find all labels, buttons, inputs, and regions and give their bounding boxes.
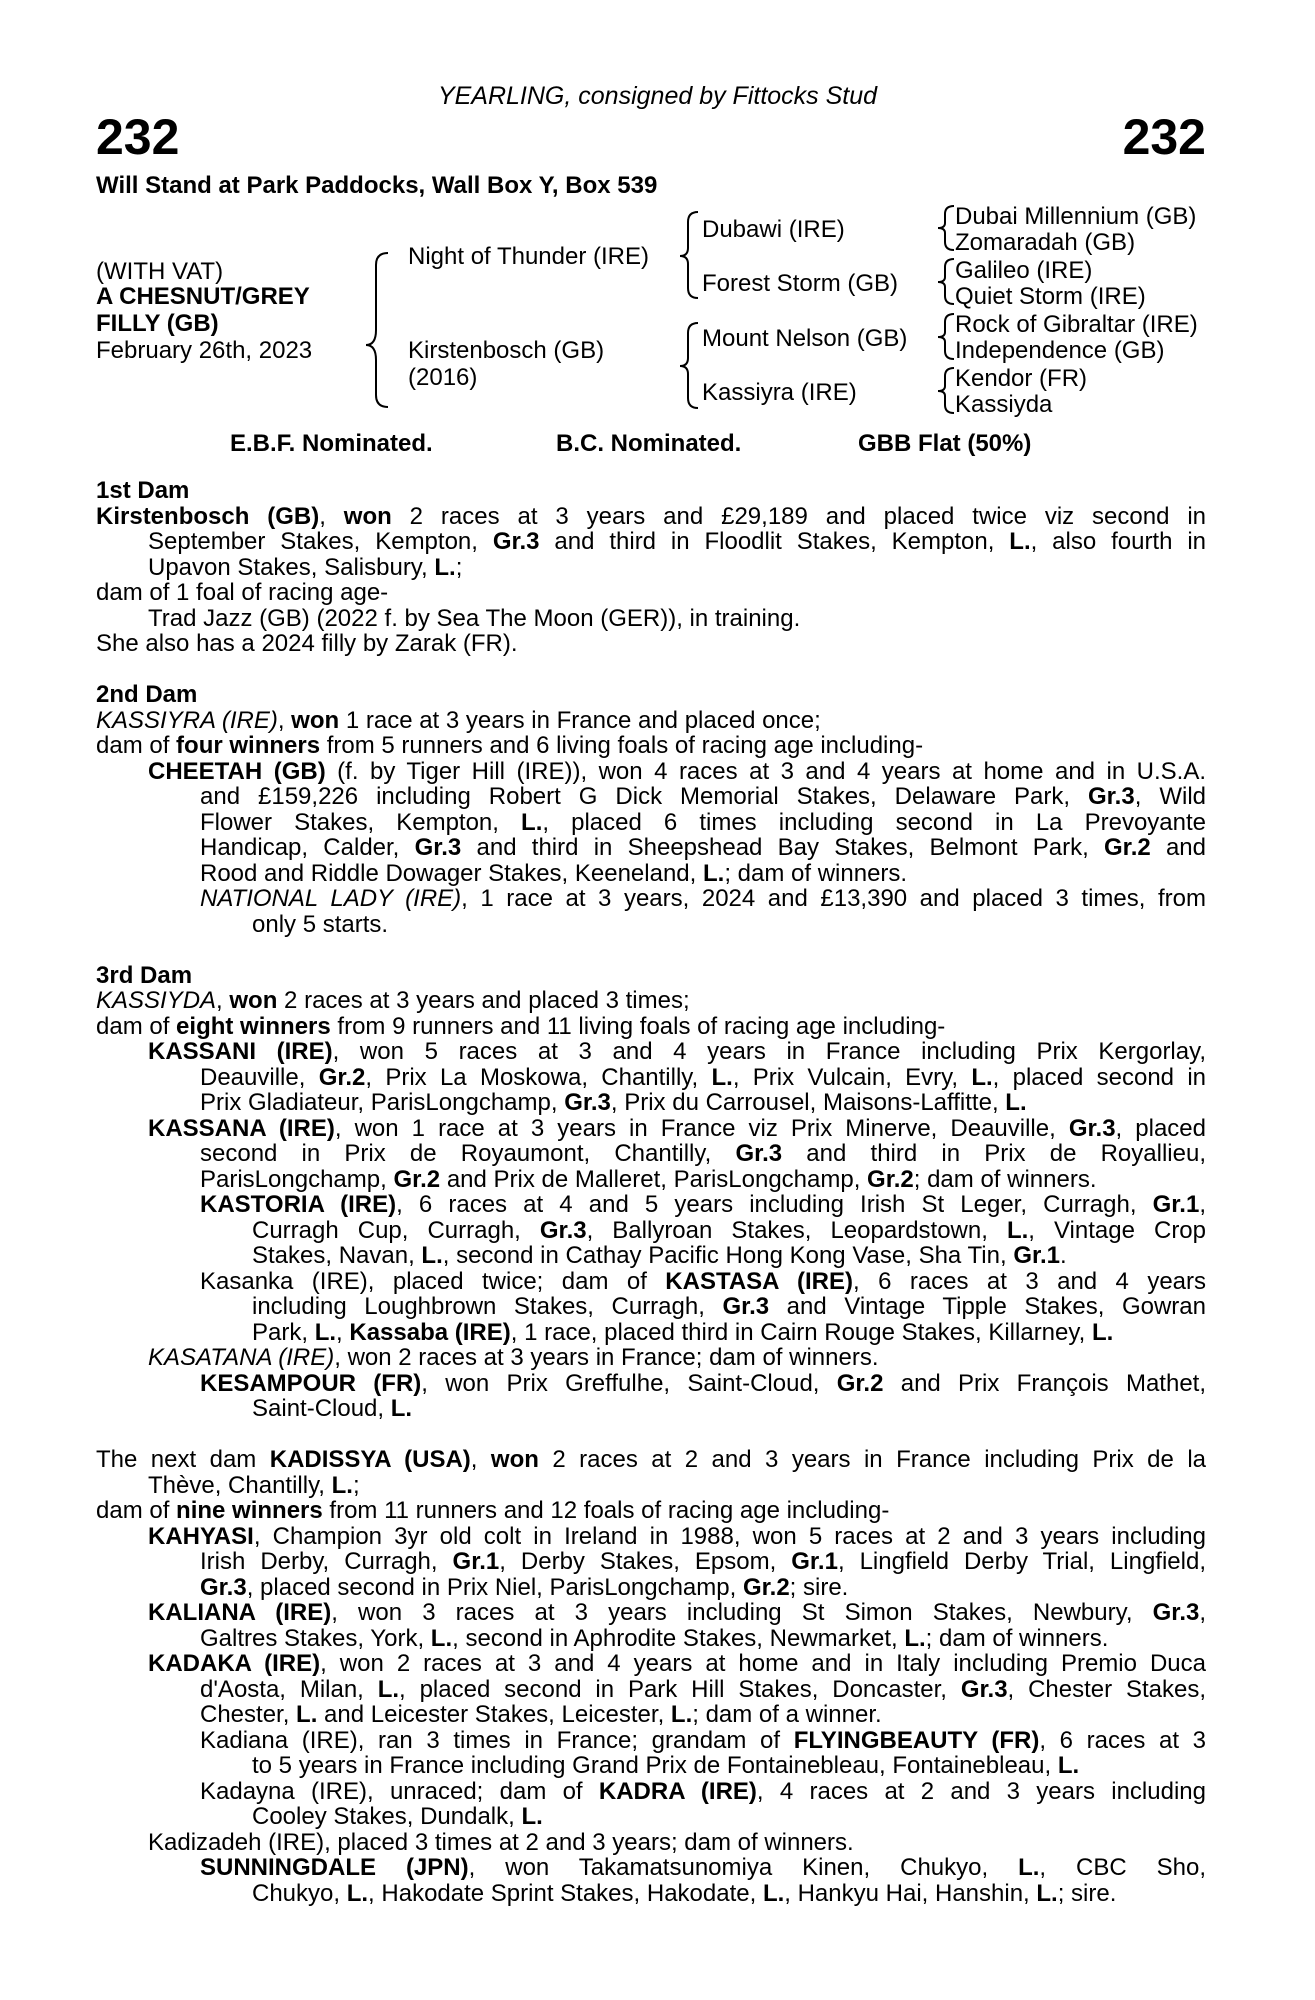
cheetah-line-1: CHEETAH (GB) (f. by Tiger Hill (IRE)), won 4 races at 3 and 4 years at home and in U.S.A.	[148, 757, 1207, 785]
kadizadeh-line: Kadizadeh (IRE), placed 3 times at 2 and 3 years; dam of winners.	[148, 1828, 854, 1856]
foaling-date: February 26th, 2023	[96, 337, 313, 364]
sire-sire: Dubawi (IRE)	[702, 216, 845, 243]
kahyasi-line-3: Gr.3, placed second in Prix Niel, ParisLongchamp, Gr.2; sire.	[200, 1573, 849, 1601]
kasatana-line: KASATANA (IRE), won 2 races at 3 years in France; dam of winners.	[148, 1344, 879, 1371]
dam-sire: Mount Nelson (GB)	[702, 325, 908, 352]
kassana-line-1: KASSANA (IRE), won 1 race at 3 years in France viz Prix Minerve, Deauville, Gr.3, placed	[148, 1114, 1206, 1142]
gp-brace-3	[938, 314, 954, 359]
catalogue-body	[96, 478, 1206, 1906]
second-dam-line-2: dam of four winners from 5 runners and 6 living foals of racing age including-	[96, 732, 924, 759]
kassani-line-3: Prix Gladiateur, ParisLongchamp, Gr.3, Prix du Carrousel, Maisons-Laffitte, L.	[200, 1089, 1027, 1116]
gg-8: Kassiyda	[955, 391, 1053, 418]
first-dam-line-3: Upavon Stakes, Salisbury, L.;	[148, 553, 463, 581]
gp-brace-4	[938, 368, 954, 413]
national-lady-line-2: only 5 starts.	[252, 910, 389, 938]
kadiana-line-2: to 5 years in France including Grand Prix de Fontainebleau, Fontainebleau, L.	[252, 1752, 1080, 1779]
kadiana-line-1: Kadiana (IRE), ran 3 times in France; grandam of FLYINGBEAUTY (FR), 6 races at 3	[200, 1726, 1206, 1754]
kassani-line-2: Deauville, Gr.2, Prix La Moskowa, Chantilly, L., Prix Vulcain, Evry, L., placed second in	[200, 1063, 1206, 1091]
gg-6: Independence (GB)	[955, 337, 1165, 364]
second-dam-line-1: KASSIYRA (IRE), won 1 race at 3 years in France and placed once;	[96, 706, 821, 734]
kastoria-line-1: KASTORIA (IRE), 6 races at 4 and 5 years including Irish St Leger, Curragh, Gr.1,	[200, 1191, 1206, 1218]
kesampour-line-1: KESAMPOUR (FR), won Prix Greffulhe, Saint-Cloud, Gr.2 and Prix François Mathet,	[200, 1369, 1207, 1397]
bc-nomination: B.C. Nominated.	[556, 430, 742, 457]
kassana-line-3: ParisLongchamp, Gr.2 and Prix de Malleret, ParisLongchamp, Gr.2; dam of winners.	[200, 1165, 1097, 1193]
consignment-line: YEARLING, consigned by Fittocks Stud	[437, 82, 878, 110]
kadayna-line-2: Cooley Stakes, Dundalk, L.	[252, 1803, 543, 1830]
next-dam-line-2: Thève, Chantilly, L.;	[148, 1471, 360, 1499]
first-dam-foal: Trad Jazz (GB) (2022 f. by Sea The Moon (GER)), in training.	[148, 604, 801, 632]
first-dam-line-6: She also has a 2024 filly by Zarak (FR).	[96, 630, 518, 657]
sire-brace	[680, 212, 698, 298]
kastoria-line-2: Curragh Cup, Curragh, Gr.3, Ballyroan Stakes, Leopardstown, L., Vintage Crop	[252, 1216, 1207, 1244]
gg-3: Galileo (IRE)	[955, 257, 1093, 284]
gbb-flat: GBB Flat (50%)	[858, 430, 1032, 457]
sunningdale-line-1: SUNNINGDALE (JPN), won Takamatsunomiya Kinen, Chukyo, L., CBC Sho,	[200, 1854, 1207, 1881]
second-dam-heading: 2nd Dam	[96, 681, 198, 708]
cheetah-line-2: and £159,226 including Robert G Dick Memorial Stakes, Delaware Park, Gr.3, Wild	[200, 783, 1206, 810]
kasanka-line-3: Park, L., Kassaba (IRE), 1 race, placed third in Cairn Rouge Stakes, Killarney, L.	[252, 1318, 1114, 1346]
next-dam-line-3: dam of nine winners from 11 runners and 12 foals of racing age including-	[96, 1497, 890, 1524]
cheetah-line-4: Handicap, Calder, Gr.3 and third in Sheepshead Bay Stakes, Belmont Park, Gr.2 and	[200, 834, 1206, 861]
third-dam-line-1: KASSIYDA, won 2 races at 3 years and placed 3 times;	[96, 987, 690, 1014]
gp-brace-1	[938, 206, 954, 250]
gg-1: Dubai Millennium (GB)	[955, 203, 1197, 230]
first-dam-line-4: dam of 1 foal of racing age-	[96, 579, 389, 606]
dam-name: Kirstenbosch (GB)	[408, 337, 605, 364]
kaliana-line-2: Galtres Stakes, York, L., second in Aphrodite Stakes, Newmarket, L.; dam of winners.	[200, 1624, 1109, 1652]
stand-location: Will Stand at Park Paddocks, Wall Box Y, Box 539	[96, 172, 658, 199]
kadayna-line-1: Kadayna (IRE), unraced; dam of KADRA (IRE), 4 races at 2 and 3 years including	[200, 1777, 1206, 1805]
sire-name: Night of Thunder (IRE)	[408, 243, 649, 270]
lot-description-2: FILLY (GB)	[96, 310, 219, 337]
dam-brace	[680, 323, 698, 408]
kasanka-line-2: including Loughbrown Stakes, Curragh, Gr.3 and Vintage Tipple Stakes, Gowran	[252, 1293, 1206, 1320]
third-dam-line-2: dam of eight winners from 9 runners and 11 living foals of racing age including-	[96, 1012, 946, 1040]
gg-2: Zomaradah (GB)	[955, 229, 1136, 256]
vat-note: (WITH VAT)	[96, 258, 224, 285]
sire-dam: Forest Storm (GB)	[702, 270, 899, 297]
dam-year: (2016)	[408, 364, 478, 391]
kadaka-line-1: KADAKA (IRE), won 2 races at 3 and 4 years at home and in Italy including Premio Duca	[148, 1650, 1206, 1677]
third-dam-heading: 3rd Dam	[96, 961, 193, 989]
sunningdale-line-2: Chukyo, L., Hakodate Sprint Stakes, Hakodate, L., Hankyu Hai, Hanshin, L.; sire.	[252, 1879, 1117, 1907]
ebf-nomination: E.B.F. Nominated.	[230, 430, 433, 457]
lot-number-right: 232	[1122, 109, 1206, 165]
kadaka-line-3: Chester, L. and Leicester Stakes, Leicester, L.; dam of a winner.	[200, 1701, 882, 1728]
kadaka-line-2: d'Aosta, Milan, L., placed second in Park Hill Stakes, Doncaster, Gr.3, Chester Stakes,	[200, 1675, 1207, 1703]
kastoria-line-3: Stakes, Navan, L., second in Cathay Pacific Hong Kong Vase, Sha Tin, Gr.1.	[252, 1242, 1067, 1269]
cheetah-line-5: Rood and Riddle Dowager Stakes, Keeneland, L.; dam of winners.	[200, 859, 908, 887]
dam-dam: Kassiyra (IRE)	[702, 379, 857, 406]
kasanka-line-1: Kasanka (IRE), placed twice; dam of KASTASA (IRE), 6 races at 3 and 4 years	[200, 1267, 1207, 1295]
gg-7: Kendor (FR)	[955, 365, 1088, 392]
gp-brace-2	[938, 259, 954, 304]
kassani-line-1: KASSANI (IRE), won 5 races at 3 and 4 years in France including Prix Kergorlay,	[148, 1038, 1207, 1065]
next-dam-line-1: The next dam KADISSYA (USA), won 2 races at 2 and 3 years in France including Prix de la	[96, 1446, 1206, 1473]
kesampour-line-2: Saint-Cloud, L.	[252, 1395, 413, 1422]
lot-description-1: A CHESNUT/GREY	[96, 283, 310, 310]
gg-5: Rock of Gibraltar (IRE)	[955, 311, 1198, 338]
kahyasi-line-1: KAHYASI, Champion 3yr old colt in Ireland in 1988, won 5 races at 2 and 3 years including	[148, 1522, 1206, 1550]
national-lady-line-1: NATIONAL LADY (IRE), 1 race at 3 years, 2024 and £13,390 and placed 3 times, from	[200, 885, 1206, 912]
first-dam-line-2: September Stakes, Kempton, Gr.3 and third in Floodlit Stakes, Kempton, L., also fourth in	[148, 528, 1207, 555]
kahyasi-line-2: Irish Derby, Curragh, Gr.1, Derby Stakes, Epsom, Gr.1, Lingfield Derby Trial, Lingfield,	[200, 1548, 1206, 1575]
kaliana-line-1: KALIANA (IRE), won 3 races at 3 years including St Simon Stakes, Newbury, Gr.3,	[148, 1599, 1207, 1626]
first-dam-line-1: Kirstenbosch (GB), won 2 races at 3 years and £29,189 and placed twice viz second in	[96, 502, 1207, 530]
main-brace	[366, 253, 388, 407]
gg-4: Quiet Storm (IRE)	[955, 283, 1146, 310]
kassana-line-2: second in Prix de Royaumont, Chantilly, Gr.3 and third in Prix de Royallieu,	[200, 1140, 1206, 1167]
cheetah-line-3: Flower Stakes, Kempton, L., placed 6 times including second in La Prevoyante	[200, 808, 1207, 836]
first-dam-heading: 1st Dam	[96, 477, 190, 504]
lot-number-left: 232	[96, 109, 180, 165]
